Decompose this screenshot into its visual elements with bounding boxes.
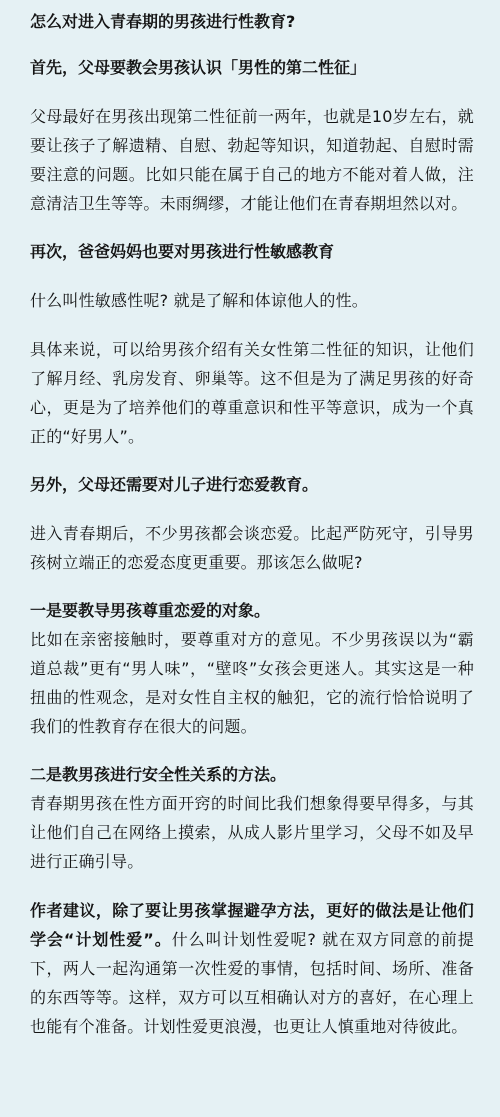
author-advice-rest: 什么叫计划性爱呢? 就在双方同意的前提下，两人一起沟通第一次性爱的事情，包括时间、场所、准备的东西等等。这样，双方可以互相确认对方的喜好，在心理上也能有个准备。计划性爱更浪漫，也更让人慎重地对待彼此。 — [30, 930, 474, 1036]
spacer — [30, 82, 474, 102]
spacer — [30, 577, 474, 597]
spacer — [30, 451, 474, 471]
paragraph-author-advice — [30, 896, 474, 1041]
spacer — [30, 499, 474, 519]
spacer — [30, 876, 474, 896]
paragraph-secondary-sex-traits: 父母最好在男孩出现第二性征前一两年，也就是10岁左右，就要让孩子了解遗精、自慰、勃起等知识，知道勃起、自慰时需要注意的问题。比如只能在属于自己的地方不能对着人做，注意清洁卫生等等。未雨绸缪，才能让他们在青春期坦然以对。 — [30, 107, 474, 213]
spacer — [30, 741, 474, 761]
paragraph-respect-partner: 比如在亲密接触时，要尊重对方的意见。不少男孩误以为“霸道总裁”更有“男人味”，“壁咚”女孩会更迷人。其实这是一种扭曲的性观念，是对女性自主权的触犯，它的流行恰恰说明了我们的性教育存在很大的问题。 — [30, 630, 474, 736]
section-heading-love-education: 另外，父母还需要对儿子进行恋爱教育。 — [30, 475, 319, 494]
subheading-safe-relationship: 二是教男孩进行安全性关系的方法。 — [30, 765, 287, 784]
section-heading-secondary-sex-traits: 首先，父母要教会男孩认识「男性的第二性征」 — [30, 58, 367, 77]
paragraph-sensitivity-details: 具体来说，可以给男孩介绍有关女性第二性征的知识，让他们了解月经、乳房发育、卵巢等。这不但是为了满足男孩的好奇心，更是为了培养他们的尊重意识和性平等意识，成为一个真正的“好男人”。 — [30, 340, 474, 446]
author-advice-bold: 作者建议，除了要让男孩掌握避孕方法，更好的做法是让他们学会“计划性爱”。 — [30, 901, 474, 949]
paragraph-love-intro: 进入青春期后，不少男孩都会谈恋爱。比起严防死守，引导男孩树立端正的恋爱态度更重要。那该怎么做呢? — [30, 524, 474, 572]
spacer — [30, 218, 474, 238]
article-title: 怎么对进入青春期的男孩进行性教育? — [30, 12, 296, 31]
spacer — [30, 315, 474, 335]
spacer — [30, 36, 474, 54]
spacer — [30, 266, 474, 286]
subheading-respect-partner: 一是要教导男孩尊重恋爱的对象。 — [30, 601, 271, 620]
paragraph-safe-relationship: 青春期男孩在性方面开窍的时间比我们想象得要早得多，与其让他们自己在网络上摸索，从成人影片里学习，父母不如及早进行正确引导。 — [30, 794, 474, 871]
section-heading-sensitivity-education: 再次，爸爸妈妈也要对男孩进行性敏感教育 — [30, 242, 335, 261]
paragraph-sensitivity-definition: 什么叫性敏感性呢? 就是了解和体谅他人的性。 — [30, 291, 368, 310]
